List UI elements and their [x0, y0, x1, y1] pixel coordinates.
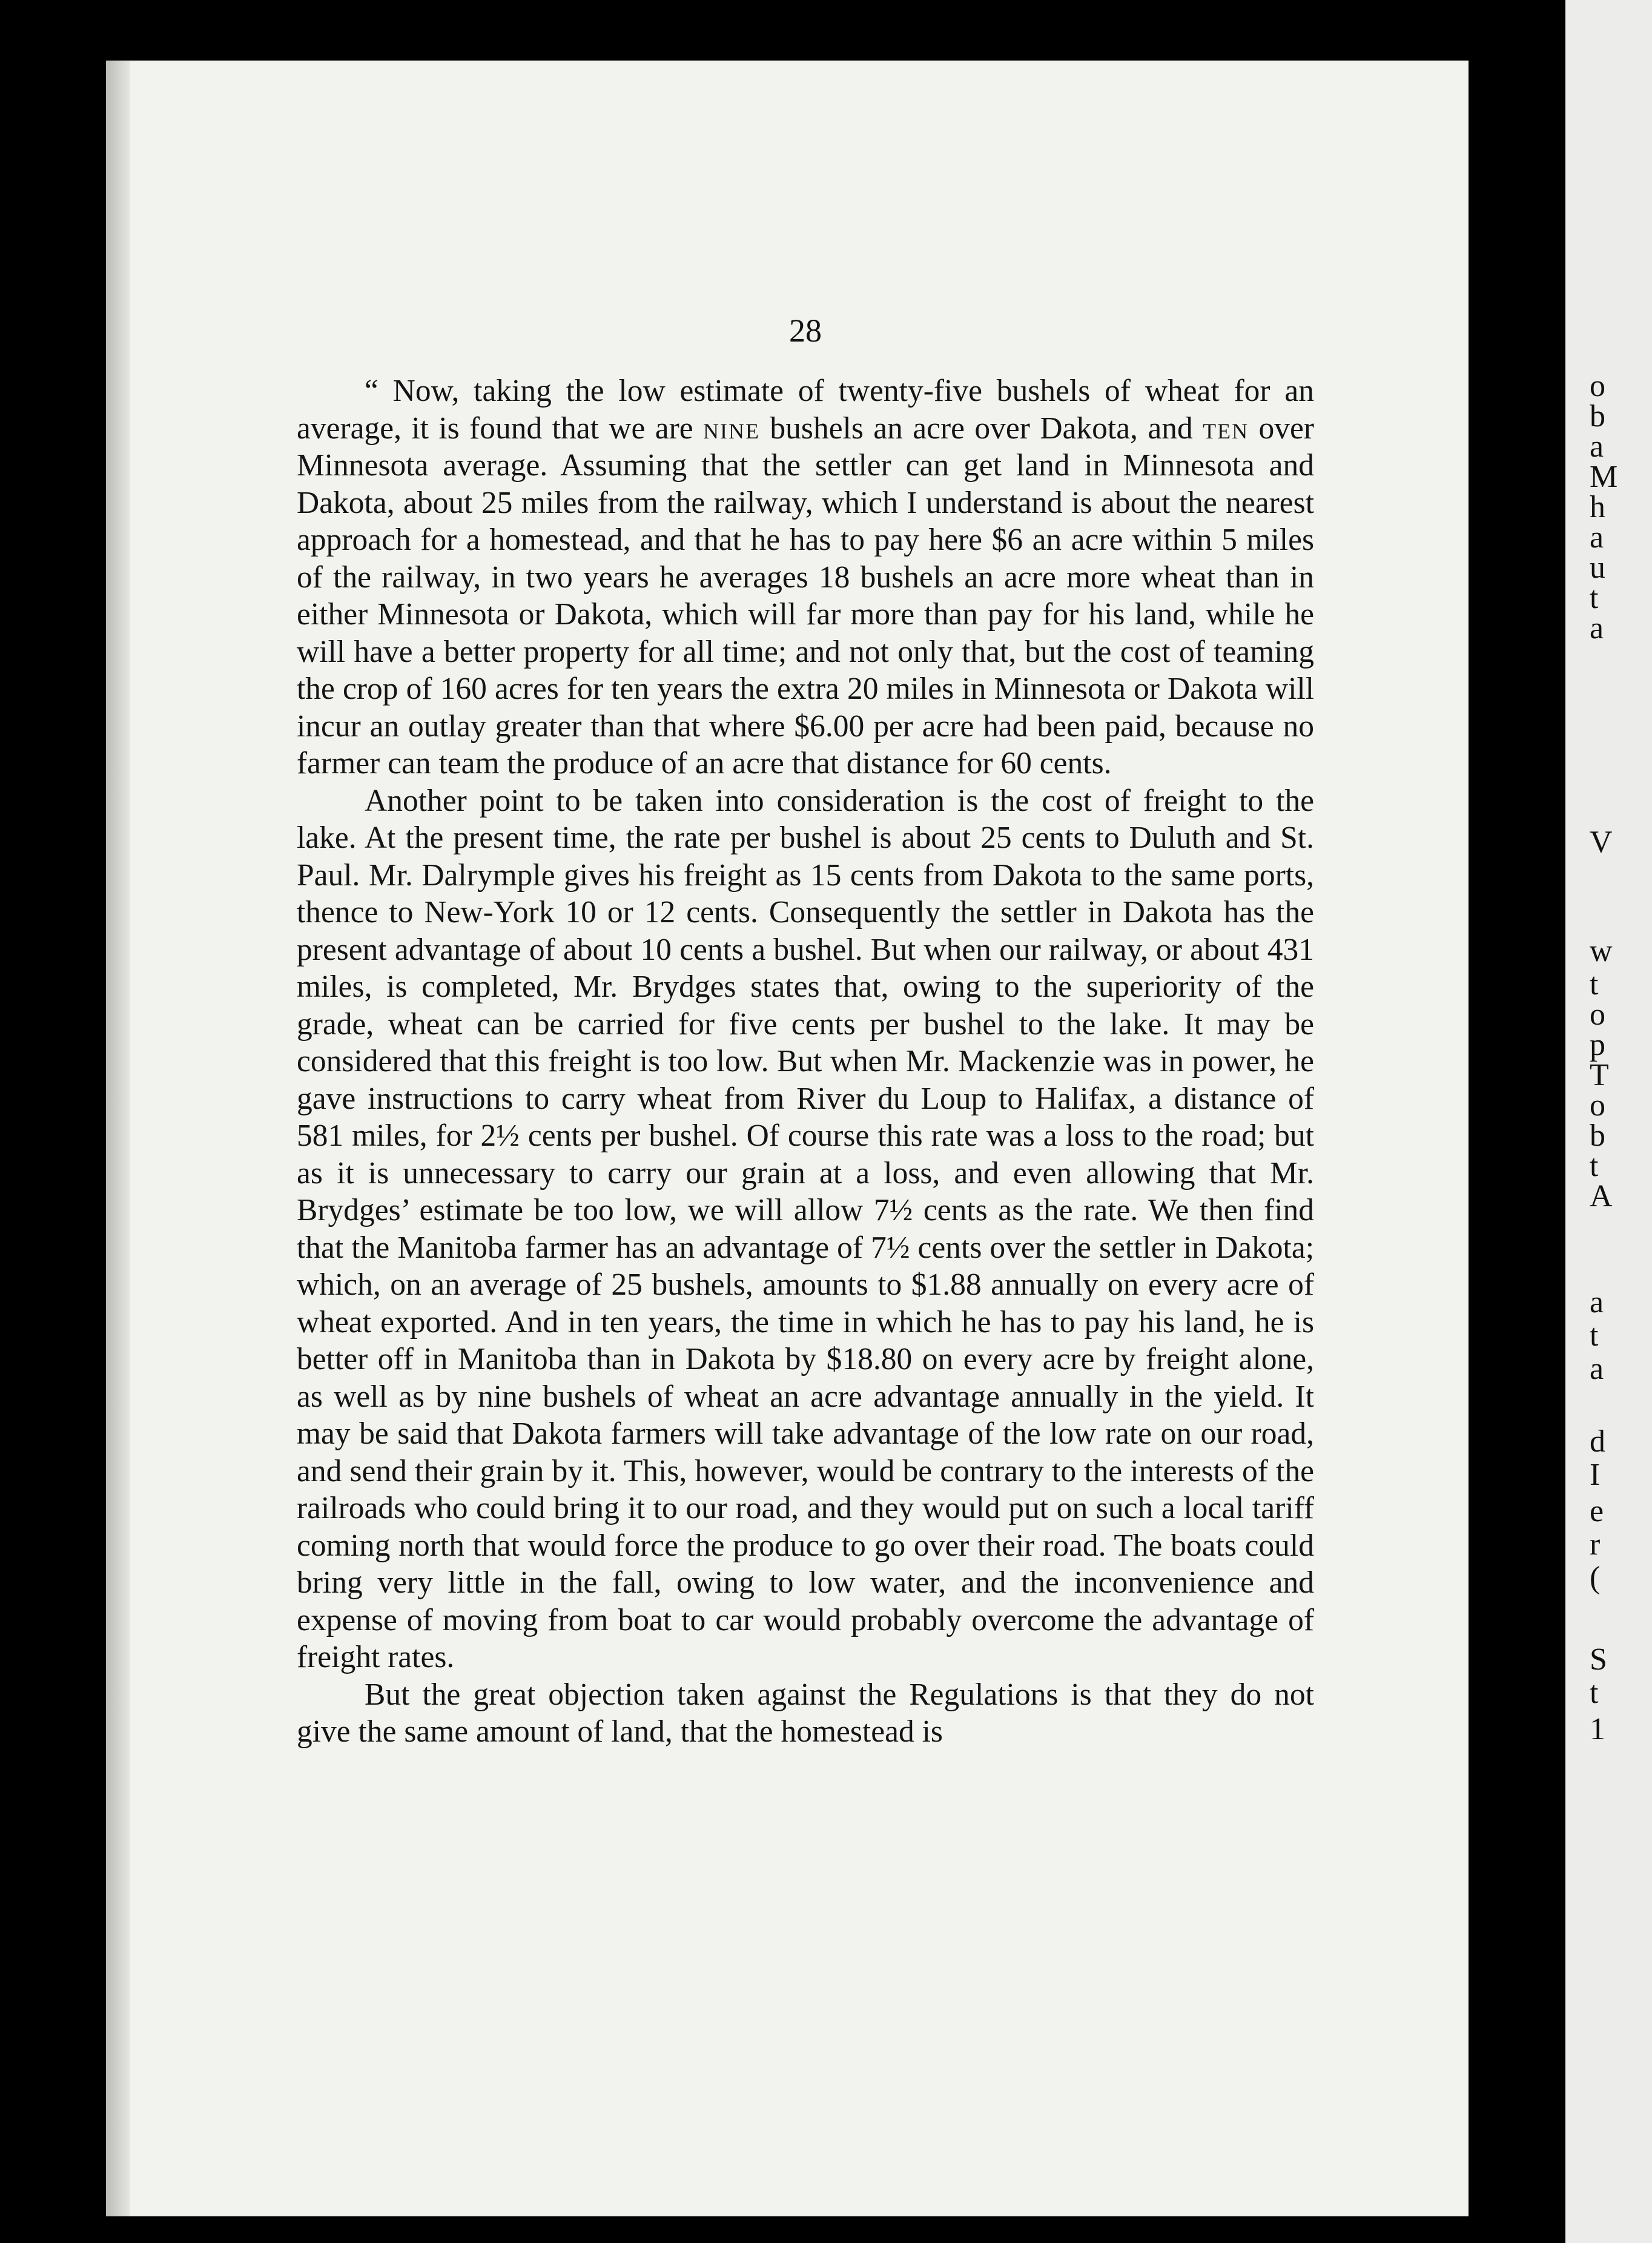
emphasis-ten: ten [1203, 411, 1249, 446]
adjacent-page-fragment: o [1590, 997, 1605, 1032]
text-segment: “ Now, taking the low estimate of twenty-five bushels of wheat for an average, it is found that we are [297, 374, 1314, 446]
adjacent-page-fragment: M [1590, 460, 1618, 494]
adjacent-page-fragment: t [1590, 967, 1599, 1002]
text-segment: over Minnesota average. Assuming that the settler can get land in Minnesota and Dakota, about 25 miles from the railway, which I understand is about the nearest approach for a homestead, and that he has to pay here $6 an acre within 5 miles of the railway, in two years he averages 18 bushels an acre more wheat than in either Minnesota or Dakota, which will far more than pay for his land, while he will have a better property for all time; and not only that, but the cost of teaming the crop of 160 acres for ten years the extra 20 miles in Minnesota or Dakota will incur an outlay greater than that where $6.00 per acre had been paid, because no farmer can team the produce of an acre that distance for 60 cents. [297, 411, 1314, 781]
adjacent-page-fragment: a [1590, 611, 1604, 646]
adjacent-page-fragment: b [1590, 1118, 1605, 1153]
adjacent-page-fragment: w [1590, 934, 1613, 968]
adjacent-page-fragment: a [1590, 520, 1604, 555]
adjacent-page-fragment: a [1590, 1285, 1604, 1320]
text-segment: But the great objection taken against the Regulations is that they do not give the same amount of land, that the homestead is [297, 1677, 1314, 1749]
adjacent-page-fragment: I [1590, 1458, 1601, 1492]
paragraph-freight [297, 782, 1314, 1676]
adjacent-page-fragment: S [1590, 1642, 1607, 1677]
adjacent-page-fragment: e [1590, 1494, 1604, 1528]
adjacent-page-fragment: 1 [1590, 1712, 1605, 1746]
page-gutter-shadow [106, 61, 130, 2216]
adjacent-page-fragment: p [1590, 1028, 1605, 1062]
adjacent-page-fragment: t [1590, 1149, 1599, 1183]
adjacent-page-fragment: t [1590, 1676, 1599, 1710]
paragraph-objection [297, 1676, 1314, 1751]
emphasis-nine: nine [703, 411, 760, 446]
adjacent-page-fragment: o [1590, 1088, 1605, 1123]
adjacent-page-fragment: d [1590, 1424, 1605, 1459]
adjacent-page-fragment: a [1590, 429, 1604, 464]
body-text [297, 372, 1314, 1751]
adjacent-page [1565, 0, 1652, 2243]
adjacent-page-fragment: t [1590, 581, 1599, 615]
page-number: 28 [789, 312, 822, 349]
adjacent-page-fragment: ( [1590, 1561, 1601, 1595]
adjacent-page-fragment: t [1590, 1318, 1599, 1353]
adjacent-page-fragment: u [1590, 550, 1605, 585]
paragraph-quote [297, 372, 1314, 782]
adjacent-page-fragment: a [1590, 1352, 1604, 1386]
adjacent-page-fragment: b [1590, 399, 1605, 434]
text-segment: Another point to be taken into consideration is the cost of freight to the lake. At the present time, the rate per bushel is about 25 cents to Duluth and St. Paul. Mr. Dalrymple gives his freight as 15 cents from Dakota to the same ports, thence to New-York 10 or 12 cents. Consequently the settler in Dakota has the present advantage of about 10 cents a bushel. But when our railway, or about 431 miles, is completed, Mr. Brydges states that, owing to the superiority of the grade, wheat can be carried for five cents per bushel to the lake. It may be considered that this freight is too low. But when Mr. Mackenzie was in power, he gave instructions to carry wheat from River du Loup to Halifax, a distance of 581 miles, for 2½ cents per bushel. Of course this rate was a loss to the road; but as it is unnecessary to carry our grain at a loss, and even allowing that Mr. Brydges’ estimate be too low, we will allow 7½ cents as the rate. We then find that the Manitoba farmer has an advantage of 7½ cents over the settler in Dakota; which, on an average of 25 bushels, amounts to $1.88 annually on every acre of wheat exported. And in ten years, the time in which he has to pay his land, he is better off in Manitoba than in Dakota by $18.80 on every acre by freight alone, as well as by nine bushels of wheat an acre advantage annually in the yield. It may be said that Dakota farmers will take advantage of the low rate on our road, and send their grain by it. This, however, would be contrary to the interests of the railroads who could bring it to our road, and they would put on such a local tariff coming north that would force the produce to go over their road. The boats could bring very little in the fall, owing to low water, and the inconvenience and expense of moving from boat to car would probably overcome the advantage of freight rates. [297, 783, 1314, 1674]
text-segment: bushels an acre over Dakota, and [760, 411, 1203, 446]
adjacent-page-fragment: r [1590, 1527, 1601, 1562]
adjacent-page-fragment: V [1590, 825, 1613, 859]
adjacent-page-fragment: h [1590, 490, 1605, 524]
adjacent-page-fragment: o [1590, 369, 1605, 403]
adjacent-page-fragment: T [1590, 1058, 1609, 1092]
adjacent-page-fragment: A [1590, 1179, 1613, 1214]
